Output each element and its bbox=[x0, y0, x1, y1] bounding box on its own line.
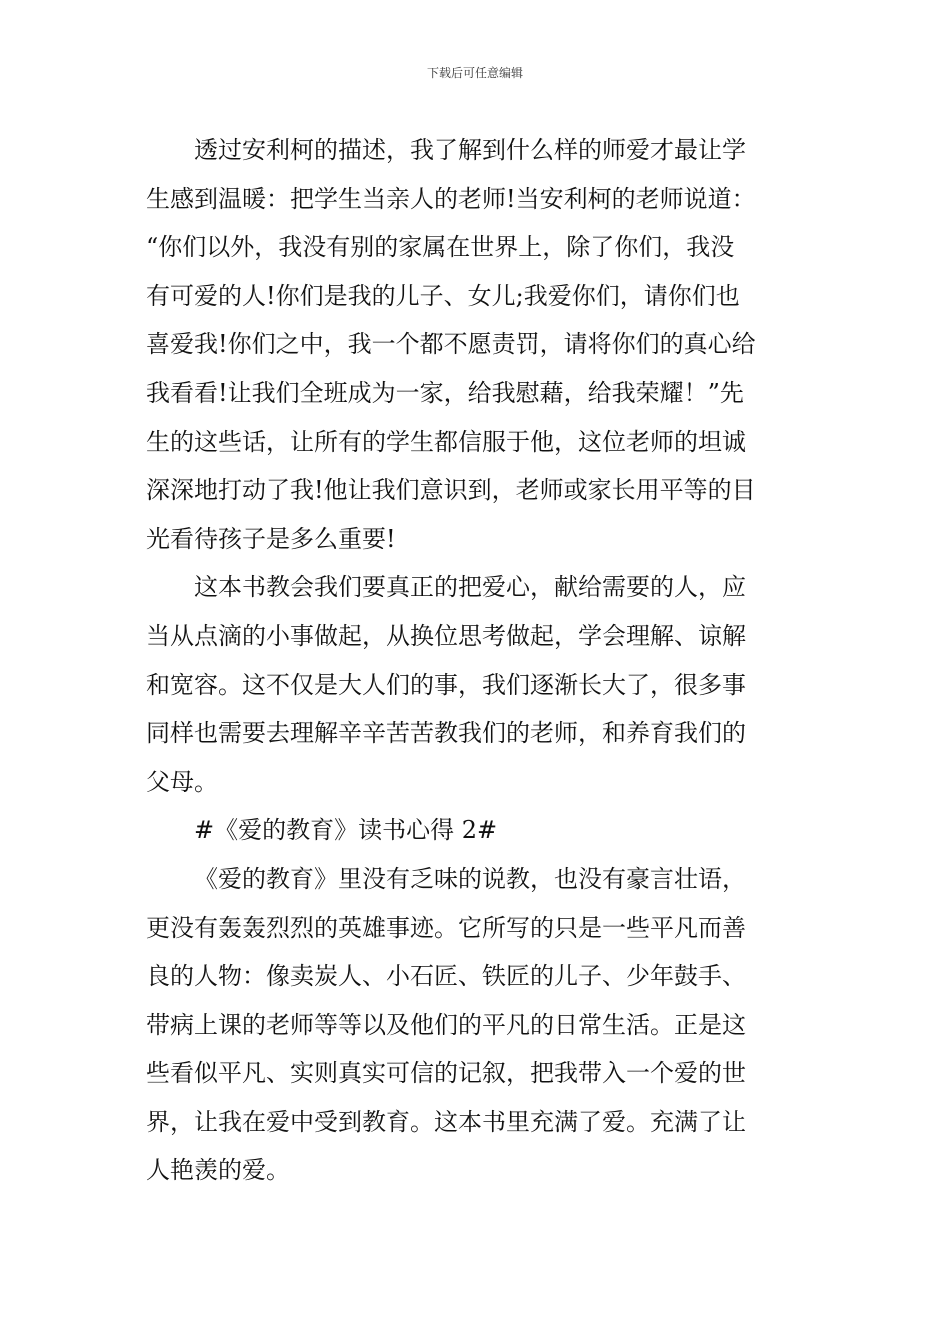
text-line: 更没有轰轰烈烈的英雄事迹。它所写的只是一些平凡而善 bbox=[146, 913, 746, 942]
text-line: “你们以外，我没有别的家属在世界上，除了你们，我没 bbox=[146, 233, 735, 262]
text-line: 有可爱的人!你们是我的儿子、女儿;我爱你们，请你们也 bbox=[146, 281, 740, 310]
text-line: 深深地打动了我!他让我们意识到，老师或家长用平等的目 bbox=[146, 476, 756, 505]
text-line: 我看看!让我们全班成为一家，给我慰藉，给我荣耀！”先 bbox=[146, 378, 744, 407]
text-line: 当从点滴的小事做起，从换位思考做起，学会理解、谅解 bbox=[146, 621, 746, 650]
text-line: 透过安利柯的描述，我了解到什么样的师爱才最让学 bbox=[194, 136, 746, 164]
text-line: 良的人物：像卖炭人、小石匠、铁匠的儿子、少年鼓手、 bbox=[146, 962, 746, 991]
document-body bbox=[146, 126, 812, 1195]
header-note: 下载后可任意编辑 bbox=[426, 66, 523, 80]
text-line: 这本书教会我们要真正的把爱心，献给需要的人，应 bbox=[194, 573, 746, 602]
text-line: 些看似平凡、实则真实可信的记叙，把我带入一个爱的世 bbox=[146, 1059, 746, 1088]
text-line: #《爱的教育》读书心得 2# bbox=[194, 816, 498, 845]
text-line: 《爱的教育》里没有乏味的说教，也没有豪言壮语， bbox=[194, 864, 746, 893]
text-line: 人艳羡的爱。 bbox=[146, 1156, 290, 1185]
text-line: 生感到温暖：把学生当亲人的老师!当安利柯的老师说道： bbox=[146, 184, 756, 213]
text-line: 光看待孩子是多么重要! bbox=[146, 524, 396, 553]
text-line: 同样也需要去理解辛辛苦苦教我们的老师，和养育我们的 bbox=[146, 719, 746, 748]
text-line: 生的这些话，让所有的学生都信服于他，这位老师的坦诚 bbox=[146, 427, 746, 456]
text-line: 喜爱我!你们之中，我一个都不愿责罚，请将你们的真心给 bbox=[146, 330, 756, 359]
text-line: 带病上课的老师等等以及他们的平凡的日常生活。正是这 bbox=[146, 1010, 746, 1039]
text-line: 界，让我在爱中受到教育。这本书里充满了爱。充满了让 bbox=[146, 1107, 746, 1136]
text-line: 父母。 bbox=[146, 767, 218, 796]
text-line: 和宽容。这不仅是大人们的事，我们逐渐长大了，很多事 bbox=[146, 670, 746, 699]
